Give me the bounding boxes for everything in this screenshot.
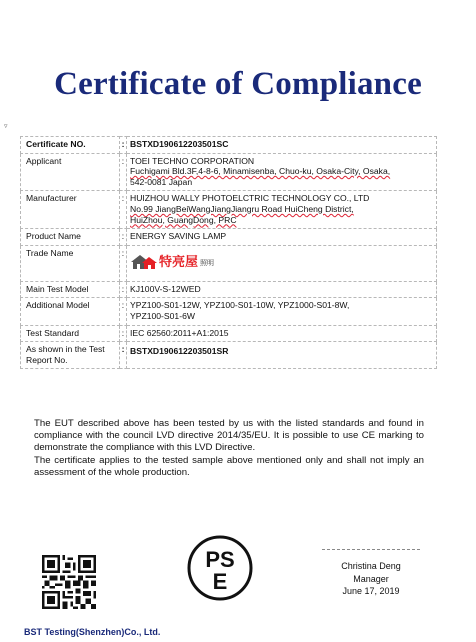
additional-model-line1: YPZ100-S01-12W, YPZ100-S01-10W, YPZ1000-S01-8W, (130, 300, 350, 311)
product-name-value: ENERGY SAVING LAMP (127, 229, 437, 246)
signatory-title: Manager (353, 573, 389, 584)
certificate-no-value: BSTXD190612203501SC (127, 137, 437, 154)
certificate-title: Certificate of Compliance (54, 66, 422, 102)
applicant-address-line2: 542-0081 Japan (130, 176, 193, 187)
trade-name-logo (130, 252, 214, 270)
row-additional-model (21, 298, 437, 325)
pse-mark-bottom: E (212, 569, 228, 594)
row-applicant (21, 153, 437, 191)
separator: : (120, 325, 127, 342)
separator: : (120, 298, 127, 325)
row-certificate-no (21, 137, 437, 154)
row-test-standard (21, 325, 437, 342)
pse-mark-icon (186, 534, 254, 602)
label-applicant: Applicant (21, 153, 120, 191)
applicant-value (127, 153, 437, 191)
statement-paragraph-1: The EUT described above has been tested by us with the listed standards and found in compliance with the council LVD directive 2014/35/EU. It is possible to use CE marking to demonstrate the compliance with this LVD Directive. (34, 418, 424, 454)
row-product-name (21, 229, 437, 246)
label-main-test-model: Main Test Model (21, 281, 120, 298)
statement-paragraph-2: The certificate applies to the tested sample above mentioned only and shall not imply an assessment of the whole production. (34, 454, 424, 478)
test-report-no-value: BSTXD190612203501SR (127, 342, 437, 369)
manufacturer-name: HUIZHOU WALLY PHOTOELCTRIC TECHNOLOGY CO., LTD (130, 193, 370, 204)
manufacturer-address-line1: No.99 JiangBeiWangJiangJiangru Road HuiCheng District, (130, 203, 354, 214)
label-trade-name: Trade Name (21, 245, 120, 281)
separator: : (120, 245, 127, 281)
label-test-report-no: As shown in the Test Report No. (21, 342, 120, 369)
manufacturer-value (127, 191, 437, 229)
applicant-address-line1: Fuchigami Bld.3F,4-8-6, Minamisenba, Chuo-ku, Osaka-City, Osaka, (130, 166, 391, 177)
additional-model-value (127, 298, 437, 325)
small-arrow-mark: ▿ (4, 123, 8, 130)
label-product-name: Product Name (21, 229, 120, 246)
signatory-name: Christina Deng (341, 561, 401, 571)
applicant-name: TOEI TECHNO CORPORATION (130, 155, 255, 166)
label-manufacturer: Manufacturer (21, 191, 120, 229)
additional-model-line2: YPZ100-S01-6W (130, 310, 195, 321)
manufacturer-address-line2: HuiZhou, GuangDong, PRC (130, 214, 237, 225)
certificate-info-table (20, 136, 437, 369)
row-main-test-model (21, 281, 437, 298)
house-logo-icon (130, 254, 158, 270)
qr-code-icon (42, 555, 96, 609)
issuing-company: BST Testing(Shenzhen)Co., Ltd. (24, 627, 161, 637)
separator: : (120, 281, 127, 298)
pse-mark-top: PS (205, 547, 235, 572)
separator: : (120, 153, 127, 191)
label-certificate-no: Certificate NO. (21, 137, 120, 154)
separator: : (120, 342, 127, 369)
row-manufacturer (21, 191, 437, 229)
separator: : (120, 229, 127, 246)
label-test-standard: Test Standard (21, 325, 120, 342)
signature-block (322, 549, 420, 598)
separator: : (120, 191, 127, 229)
trade-name-value (127, 245, 437, 281)
separator: : (120, 137, 127, 154)
label-additional-model: Additional Model (21, 298, 120, 325)
row-trade-name (21, 245, 437, 281)
signatory-date: June 17, 2019 (342, 586, 400, 596)
main-test-model-value: KJ100V-S-12WED (127, 281, 437, 298)
trade-name-logo-text: 特亮屋 (159, 254, 199, 270)
test-standard-value: IEC 62560:2011+A1:2015 (127, 325, 437, 342)
row-test-report-no (21, 342, 437, 369)
compliance-statement (34, 418, 424, 479)
trade-name-logo-sub: 照明 (200, 258, 215, 267)
